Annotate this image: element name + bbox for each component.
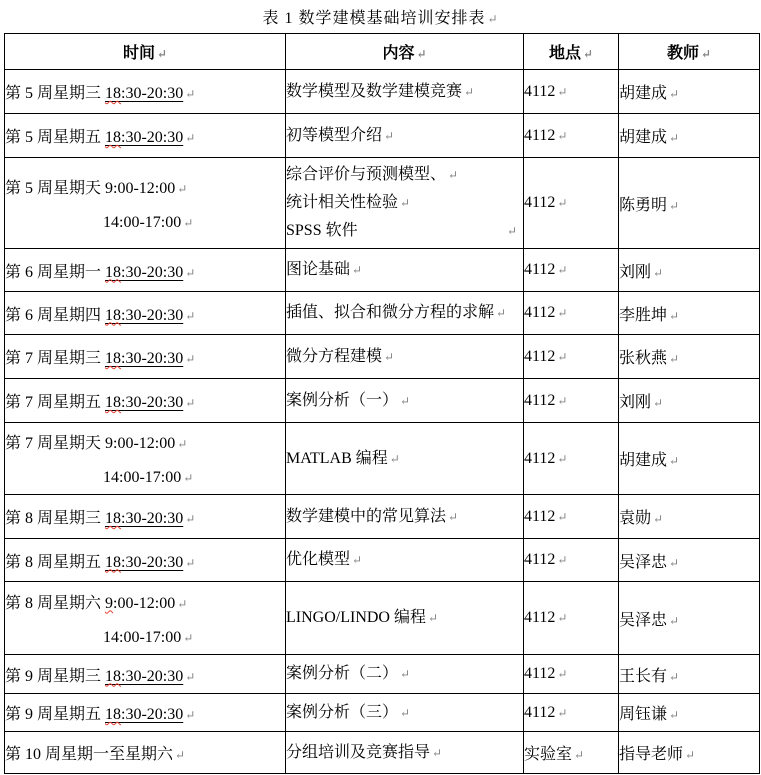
location-cell: 4112 ↵ [524, 114, 619, 158]
location-cell: 4112 ↵ [524, 694, 619, 732]
teacher-cell: 胡建成 ↵ [619, 114, 760, 158]
col-header-teacher: 教师 ↵ [619, 34, 760, 70]
table-row [5, 732, 760, 774]
training-schedule-table [4, 33, 760, 774]
location-cell: 4112 ↵ [524, 495, 619, 539]
teacher-cell: 张秋燕 ↵ [619, 335, 760, 379]
location-cell: 4112 ↵ [524, 249, 619, 292]
time-cell: 第 6 周星期一 18:30-20:30 ↵ [5, 249, 286, 292]
col-header-content: 内容 ↵ [286, 34, 524, 70]
table-row [5, 249, 760, 292]
time-cell: 第 9 周星期三 18:30-20:30 ↵ [5, 655, 286, 694]
location-cell: 4112 ↵ [524, 582, 619, 655]
table-row [5, 539, 760, 582]
table-title [0, 0, 761, 33]
time-cell: 第 5 周星期天 9:00-12:00 ↵ 14:00-17:00 ↵ [5, 158, 286, 249]
time-cell: 第 5 周星期五 18:30-20:30 ↵ [5, 114, 286, 158]
col-header-time: 时间 ↵ [5, 34, 286, 70]
time-cell: 第 9 周星期五 18:30-20:30 ↵ [5, 694, 286, 732]
table-row [5, 158, 760, 249]
teacher-cell: 胡建成 ↵ [619, 70, 760, 114]
table-row [5, 114, 760, 158]
content-cell: 图论基础 ↵ [286, 249, 524, 292]
content-cell: 综合评价与预测模型、 ↵ 统计相关性检验 ↵ SPSS 软件 ↵ [286, 158, 524, 249]
time-cell: 第 8 周星期五 18:30-20:30 ↵ [5, 539, 286, 582]
table-row [5, 582, 760, 655]
content-cell: MATLAB 编程 ↵ [286, 423, 524, 495]
teacher-cell: 周钰谦 ↵ [619, 694, 760, 732]
location-cell: 实验室 ↵ [524, 732, 619, 774]
content-cell: 案例分析（一） ↵ [286, 379, 524, 423]
content-cell: 微分方程建模 ↵ [286, 335, 524, 379]
location-cell: 4112 ↵ [524, 70, 619, 114]
content-cell: 插值、拟合和微分方程的求解 ↵ [286, 292, 524, 335]
table-row [5, 70, 760, 114]
table-row [5, 423, 760, 495]
time-cell: 第 7 周星期三 18:30-20:30 ↵ [5, 335, 286, 379]
location-cell: 4112 ↵ [524, 655, 619, 694]
location-cell: 4112 ↵ [524, 292, 619, 335]
teacher-cell: 吴泽忠 ↵ [619, 582, 760, 655]
location-cell: 4112 ↵ [524, 158, 619, 249]
time-cell: 第 10 周星期一至星期六 ↵ [5, 732, 286, 774]
content-cell: 初等模型介绍 ↵ [286, 114, 524, 158]
table-row [5, 694, 760, 732]
col-header-location: 地点 ↵ [524, 34, 619, 70]
time-cell: 第 8 周星期三 18:30-20:30 ↵ [5, 495, 286, 539]
teacher-cell: 刘刚 ↵ [619, 249, 760, 292]
table-row [5, 655, 760, 694]
table-row [5, 335, 760, 379]
table-title-text: 表 1 数学建模基础培训安排表 ↵ [262, 5, 498, 28]
content-cell: LINGO/LINDO 编程 ↵ [286, 582, 524, 655]
time-cell: 第 8 周星期六 9:00-12:00 ↵ 14:00-17:00 ↵ [5, 582, 286, 655]
teacher-cell: 李胜坤 ↵ [619, 292, 760, 335]
location-cell: 4112 ↵ [524, 423, 619, 495]
teacher-cell: 胡建成 ↵ [619, 423, 760, 495]
time-cell: 第 6 周星期四 18:30-20:30 ↵ [5, 292, 286, 335]
content-cell: 案例分析（三） ↵ [286, 694, 524, 732]
time-cell: 第 5 周星期三 18:30-20:30 ↵ [5, 70, 286, 114]
location-cell: 4112 ↵ [524, 379, 619, 423]
table-row [5, 495, 760, 539]
teacher-cell: 吴泽忠 ↵ [619, 539, 760, 582]
time-cell: 第 7 周星期五 18:30-20:30 ↵ [5, 379, 286, 423]
content-cell: 分组培训及竞赛指导 ↵ [286, 732, 524, 774]
content-cell: 数学模型及数学建模竞赛 ↵ [286, 70, 524, 114]
content-cell: 数学建模中的常见算法 ↵ [286, 495, 524, 539]
content-cell: 案例分析（二） ↵ [286, 655, 524, 694]
time-cell: 第 7 周星期天 9:00-12:00 ↵ 14:00-17:00 ↵ [5, 423, 286, 495]
teacher-cell: 袁勋 ↵ [619, 495, 760, 539]
table-row [5, 379, 760, 423]
teacher-cell: 王长有 ↵ [619, 655, 760, 694]
header-row [5, 34, 760, 70]
teacher-cell: 陈勇明 ↵ [619, 158, 760, 249]
content-cell: 优化模型 ↵ [286, 539, 524, 582]
teacher-cell: 刘刚 ↵ [619, 379, 760, 423]
location-cell: 4112 ↵ [524, 335, 619, 379]
teacher-cell: 指导老师 ↵ [619, 732, 760, 774]
location-cell: 4112 ↵ [524, 539, 619, 582]
table-row [5, 292, 760, 335]
